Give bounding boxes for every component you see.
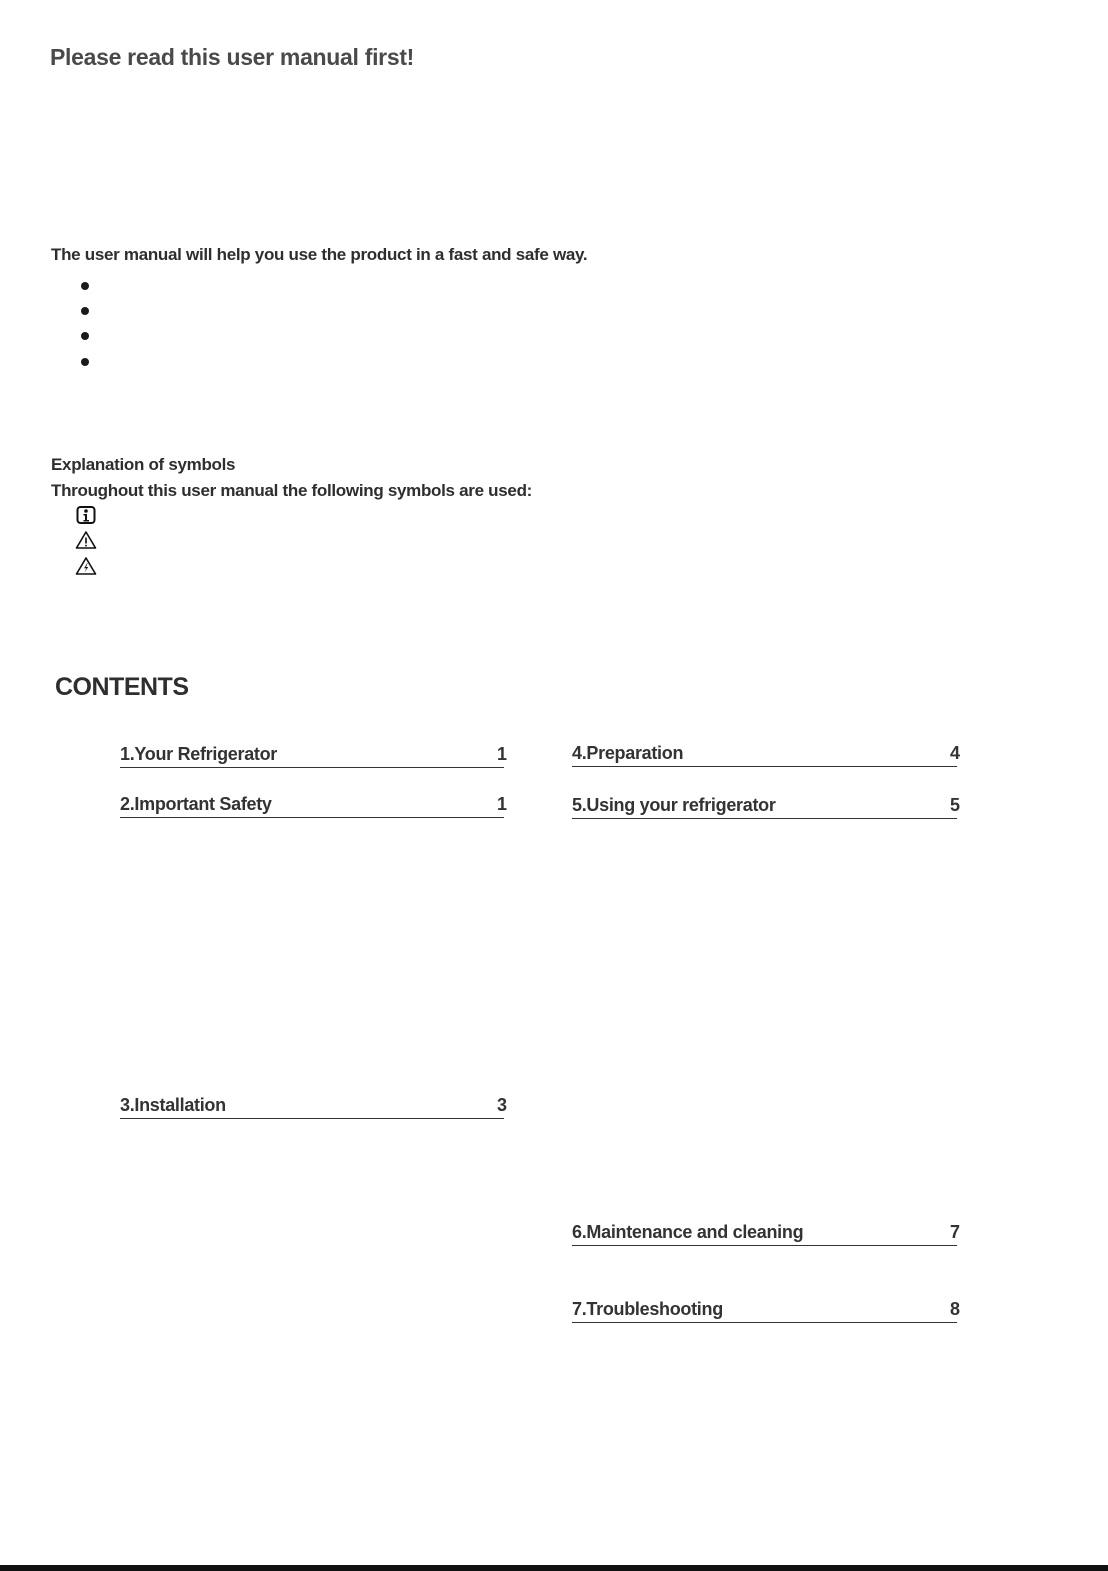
bullet-point xyxy=(81,307,89,315)
toc-label: 5.Using your refrigerator xyxy=(572,795,776,815)
bullet-point xyxy=(81,332,89,340)
toc-label: 2.Important Safety xyxy=(120,794,272,814)
intro-text: The user manual will help you use the product in a fast and safe way. xyxy=(51,245,588,264)
toc-page-number: 3 xyxy=(496,1095,507,1115)
toc-page-number: 5 xyxy=(949,795,960,815)
info-icon xyxy=(75,505,97,525)
toc-page-number: 7 xyxy=(949,1222,960,1242)
bullet-point xyxy=(81,282,89,290)
toc-page-number: 1 xyxy=(496,794,507,814)
toc-page-number: 1 xyxy=(496,744,507,764)
toc-label: 6.Maintenance and cleaning xyxy=(572,1222,804,1242)
toc-label: 7.Troubleshooting xyxy=(572,1299,723,1319)
toc-entry[interactable] xyxy=(572,791,960,819)
symbols-subheading: Throughout this user manual the following symbols are used: xyxy=(51,481,533,500)
symbols-heading: Explanation of symbols xyxy=(51,455,236,474)
electric-warning-icon xyxy=(75,556,97,576)
toc-page-number: 8 xyxy=(949,1299,960,1319)
contents-title: CONTENTS xyxy=(55,673,189,701)
toc-label: 3.Installation xyxy=(120,1095,226,1115)
toc-entry[interactable] xyxy=(120,1091,507,1119)
bullet-point xyxy=(81,358,89,366)
toc-entry[interactable] xyxy=(572,1218,960,1246)
page-title: Please read this user manual first! xyxy=(50,44,415,70)
toc-entry[interactable] xyxy=(120,740,507,768)
warning-icon xyxy=(75,530,97,550)
page-bottom-rule xyxy=(0,1565,1108,1571)
toc-label: 1.Your Refrigerator xyxy=(120,744,278,764)
toc-label: 4.Preparation xyxy=(572,743,684,763)
toc-entry[interactable] xyxy=(572,1295,960,1323)
toc-entry[interactable] xyxy=(572,739,960,767)
toc-entry[interactable] xyxy=(120,790,507,818)
toc-page-number: 4 xyxy=(949,743,960,763)
